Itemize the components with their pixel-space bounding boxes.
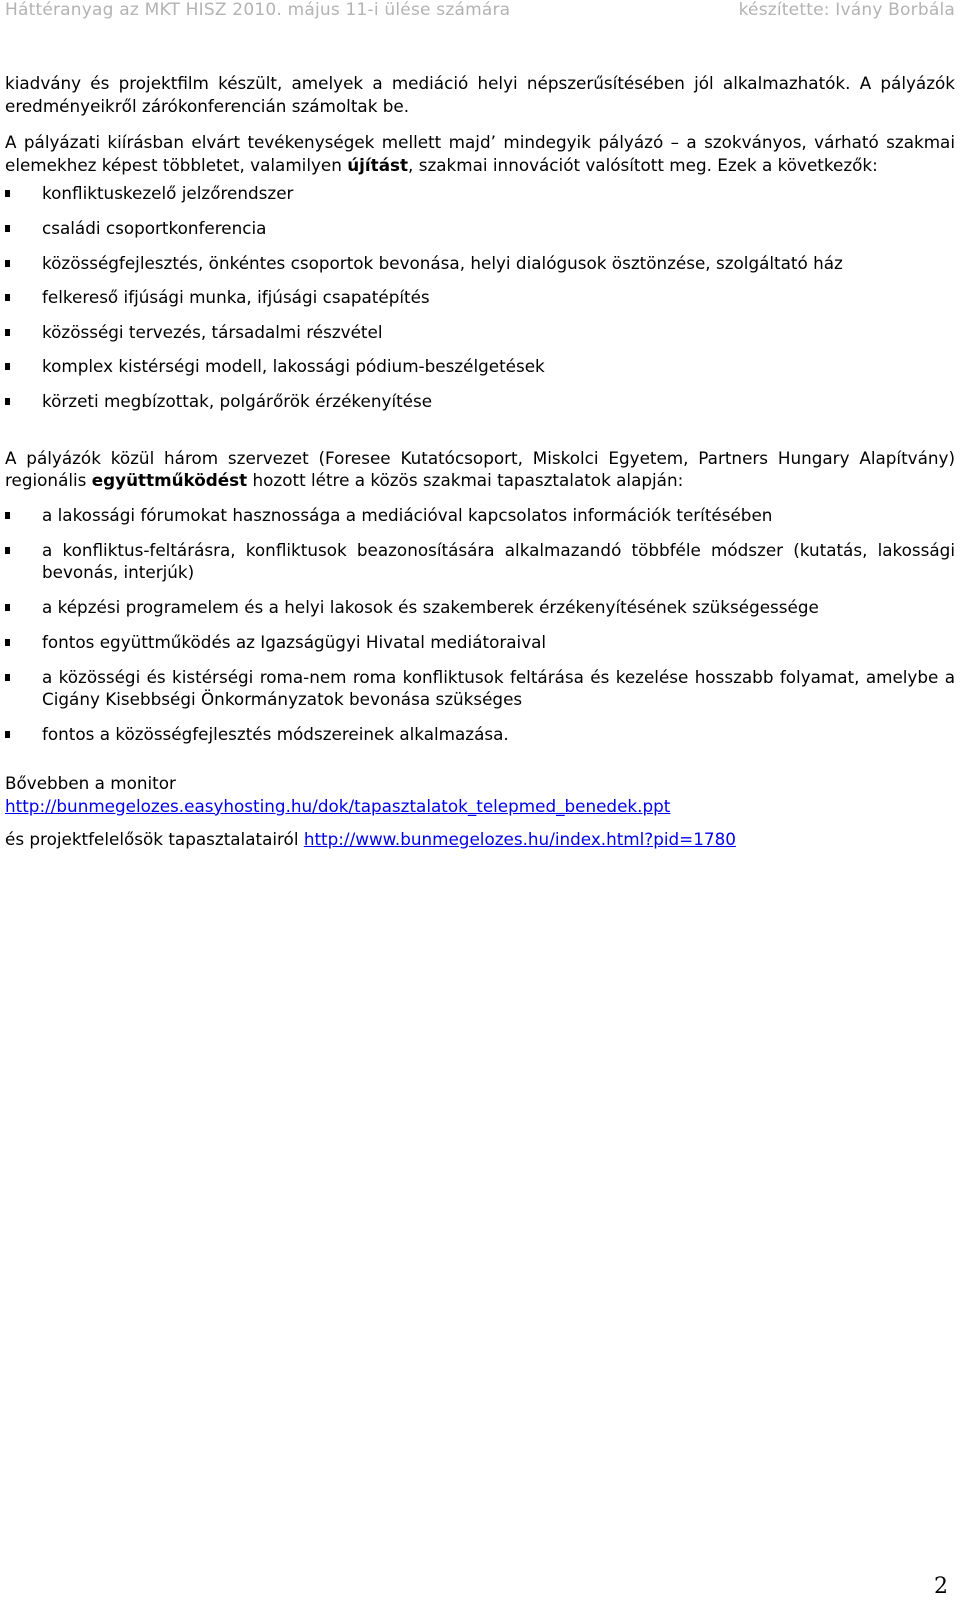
bullet-icon [5,294,10,301]
bullet-icon [5,547,10,554]
list-item: konfliktuskezelő jelzőrendszer [5,182,955,217]
paragraph-3-text-end: hozott létre a közös szakmai tapasztalatok alapján: [247,470,684,491]
monitor-link[interactable]: http://bunmegelozes.easyhosting.hu/dok/tapasztalatok_telepmed_benedek.ppt [5,795,671,816]
bullet-icon [5,398,10,405]
header-author: készítette: Ivány Borbála [738,0,955,20]
bullet-icon [5,512,10,519]
header-title: Háttéranyag az MKT HISZ 2010. május 11-i ülése számára [5,0,511,20]
list-item: komplex kistérségi modell, lakossági pódium-beszélgetések [5,355,955,390]
page-number: 2 [934,1574,948,1599]
more-info [5,772,955,851]
page-header [5,0,955,30]
bullet-icon [5,674,10,681]
list-item: a közösségi és kistérségi roma-nem roma konfliktusok feltárása és kezelése hosszabb folyamat, amelybe a Cigány Kisebbségi Önkormányzatok bevonása szükséges [5,666,955,711]
list-item: közösségi tervezés, társadalmi részvétel [5,321,955,356]
bullet-icon [5,190,10,197]
paragraph-3-text: A pályázók közül három szervezet (Foresee Kutatócsoport, Miskolci Egyetem, Partners Hungary Alapítvány) regionális [5,447,955,491]
list-item: közösségfejlesztés, önkéntes csoportok bevonása, helyi dialógusok ösztönzése, szolgáltató ház [5,252,955,287]
document-body [5,72,955,851]
bullet-icon [5,604,10,611]
bullet-icon [5,225,10,232]
list-item: fontos a közösségfejlesztés módszereinek alkalmazása. [5,723,955,746]
more-info-label: Bővebben a monitor [5,772,176,793]
paragraph-2-emphasis: újítást [347,154,409,175]
paragraph-3-emphasis: együttműködést [91,470,248,491]
paragraph-2-text-end: , szakmai innovációt valósított meg. Ezek a következők: [408,154,878,175]
innovation-list [5,182,955,424]
project-link[interactable]: http://www.bunmegelozes.hu/index.html?pid=1780 [303,829,736,850]
cooperation-list [5,504,955,746]
list-item: a lakossági fórumokat hasznossága a mediációval kapcsolatos információk terítésében [5,504,955,527]
paragraph-2 [5,131,955,176]
bullet-icon [5,329,10,336]
list-item: fontos együttműködés az Igazságügyi Hivatal mediátoraival [5,631,955,654]
bullet-icon [5,639,10,646]
list-item: a képzési programelem és a helyi lakosok és szakemberek érzékenyítésének szükségessége [5,596,955,619]
paragraph-3 [5,447,955,492]
bullet-icon [5,731,10,738]
bullet-icon [5,260,10,267]
list-item: családi csoportkonferencia [5,217,955,252]
list-item: körzeti megbízottak, polgárőrök érzékenyítése [5,390,955,425]
bullet-icon [5,363,10,370]
paragraph-1: kiadvány és projektfilm készült, amelyek a mediáció helyi népszerűsítésében jól alkalmazhatók. A pályázók eredményeikről zárókonferencián számoltak be. [5,73,955,116]
list-item: a konfliktus-feltárásra, konfliktusok beazonosítására alkalmazandó többféle módszer (kutatás, lakossági bevonás, interjúk) [5,539,955,584]
paragraph-2-text: A pályázati kiírásban elvárt tevékenységek mellett majd’ mindegyik pályázó – a szokványos, várható szakmai elemekhez képest többletet, valamilyen [5,132,955,175]
list-item: felkereső ifjúsági munka, ifjúsági csapatépítés [5,286,955,321]
more-info-label-2: és projektfelelősök tapasztalatairól [5,829,304,850]
